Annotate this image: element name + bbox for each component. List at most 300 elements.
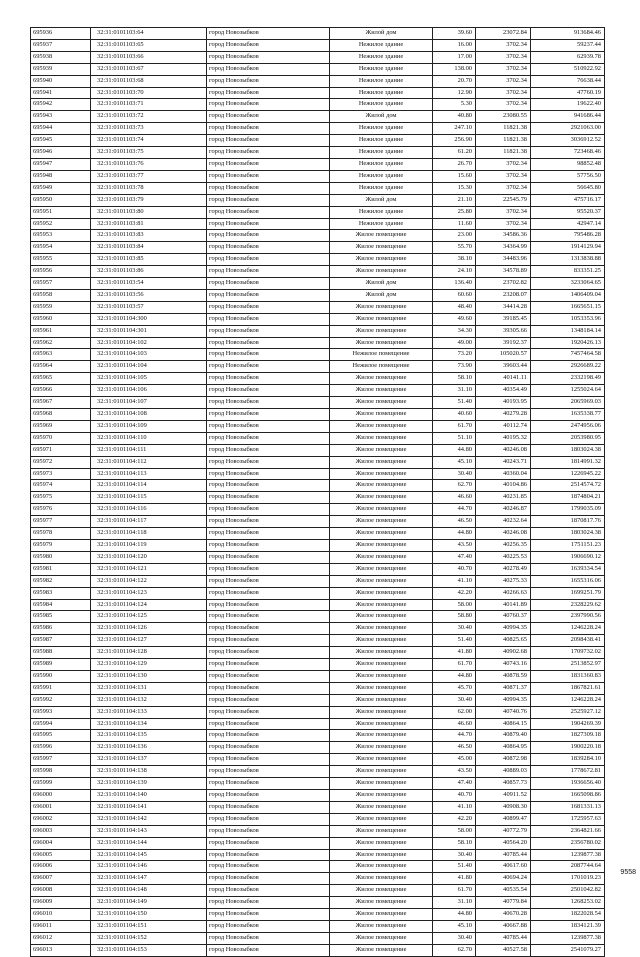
object-type-cell: Жилой дом xyxy=(330,28,433,40)
cadastral-value-cell: 2364821.66 xyxy=(531,825,605,837)
cadastral-number-cell: 32:31:0101104:135 xyxy=(91,730,207,742)
area-cell: 24.10 xyxy=(433,266,476,278)
unit-value-cell: 34578.89 xyxy=(476,266,531,278)
unit-value-cell: 40256.35 xyxy=(476,539,531,551)
area-cell: 256.90 xyxy=(433,135,476,147)
unit-value-cell: 40779.84 xyxy=(476,897,531,909)
cadastral-number-cell: 32:31:0101104:113 xyxy=(91,468,207,480)
area-cell: 31.10 xyxy=(433,897,476,909)
cadastral-number-cell: 32:31:0101104:103 xyxy=(91,349,207,361)
unit-value-cell: 11821.38 xyxy=(476,123,531,135)
cadastral-number-cell: 32:31:0101104:150 xyxy=(91,909,207,921)
locality-cell: город Новозыбков xyxy=(207,456,330,468)
table-row xyxy=(31,444,605,456)
cadastral-number-cell: 32:31:0101104:116 xyxy=(91,504,207,516)
table-row xyxy=(31,575,605,587)
row-number-cell: 695966 xyxy=(31,385,91,397)
cadastral-value-cell: 1751151.23 xyxy=(531,539,605,551)
area-cell: 43.50 xyxy=(433,539,476,551)
cadastral-number-cell: 32:31:0101104:151 xyxy=(91,920,207,932)
table-row xyxy=(31,504,605,516)
table-row xyxy=(31,218,605,230)
cadastral-number-cell: 32:31:0101104:118 xyxy=(91,528,207,540)
table-row xyxy=(31,111,605,123)
unit-value-cell: 34483.96 xyxy=(476,254,531,266)
object-type-cell: Жилое помещение xyxy=(330,575,433,587)
table-row xyxy=(31,385,605,397)
locality-cell: город Новозыбков xyxy=(207,670,330,682)
area-cell: 40.80 xyxy=(433,111,476,123)
object-type-cell: Жилое помещение xyxy=(330,801,433,813)
area-cell: 49.60 xyxy=(433,313,476,325)
area-cell: 43.50 xyxy=(433,766,476,778)
area-cell: 136.40 xyxy=(433,278,476,290)
locality-cell: город Новозыбков xyxy=(207,206,330,218)
cadastral-value-cell: 2098438.41 xyxy=(531,635,605,647)
unit-value-cell: 40231.85 xyxy=(476,492,531,504)
unit-value-cell: 3702.34 xyxy=(476,218,531,230)
cadastral-number-cell: 32:31:0101104:119 xyxy=(91,539,207,551)
locality-cell: город Новозыбков xyxy=(207,790,330,802)
row-number-cell: 695988 xyxy=(31,647,91,659)
row-number-cell: 695974 xyxy=(31,480,91,492)
cadastral-value-cell: 7457464.58 xyxy=(531,349,605,361)
cadastral-number-cell: 32:31:0101104:143 xyxy=(91,825,207,837)
unit-value-cell: 23072.84 xyxy=(476,28,531,40)
object-type-cell: Нежилое помещение xyxy=(330,349,433,361)
table-row xyxy=(31,325,605,337)
area-cell: 30.40 xyxy=(433,623,476,635)
cadastral-number-cell: 32:31:0101104:138 xyxy=(91,766,207,778)
object-type-cell: Жилое помещение xyxy=(330,254,433,266)
locality-cell: город Новозыбков xyxy=(207,194,330,206)
unit-value-cell: 40564.20 xyxy=(476,837,531,849)
object-type-cell: Нежилое здание xyxy=(330,147,433,159)
cadastral-value-cell: 2525927.12 xyxy=(531,706,605,718)
unit-value-cell: 39192.37 xyxy=(476,337,531,349)
locality-cell: город Новозыбков xyxy=(207,575,330,587)
unit-value-cell: 40785.44 xyxy=(476,849,531,861)
cadastral-value-cell: 2541079.27 xyxy=(531,944,605,956)
table-row xyxy=(31,635,605,647)
row-number-cell: 695964 xyxy=(31,361,91,373)
object-type-cell: Жилое помещение xyxy=(330,492,433,504)
cadastral-value-cell: 2921063.00 xyxy=(531,123,605,135)
locality-cell: город Новозыбков xyxy=(207,659,330,671)
row-number-cell: 695979 xyxy=(31,539,91,551)
cadastral-number-cell: 32:31:0101104:134 xyxy=(91,718,207,730)
locality-cell: город Новозыбков xyxy=(207,158,330,170)
cadastral-number-cell: 32:31:0101104:126 xyxy=(91,623,207,635)
cadastral-value-cell: 723468.46 xyxy=(531,147,605,159)
area-cell: 46.50 xyxy=(433,742,476,754)
cadastral-number-cell: 32:31:0101104:115 xyxy=(91,492,207,504)
row-number-cell: 695995 xyxy=(31,730,91,742)
cadastral-value-cell: 1904269.39 xyxy=(531,718,605,730)
cadastral-number-cell: 32:31:0101103:67 xyxy=(91,63,207,75)
table-row xyxy=(31,849,605,861)
cadastral-number-cell: 32:31:0101104:146 xyxy=(91,861,207,873)
object-type-cell: Жилое помещение xyxy=(330,873,433,885)
locality-cell: город Новозыбков xyxy=(207,266,330,278)
table-row xyxy=(31,670,605,682)
cadastral-number-cell: 32:31:0101103:85 xyxy=(91,254,207,266)
table-row xyxy=(31,528,605,540)
row-number-cell: 695972 xyxy=(31,456,91,468)
unit-value-cell: 40994.35 xyxy=(476,623,531,635)
unit-value-cell: 40889.03 xyxy=(476,766,531,778)
cadastral-value-cell: 1635338.77 xyxy=(531,409,605,421)
row-number-cell: 696003 xyxy=(31,825,91,837)
locality-cell: город Новозыбков xyxy=(207,468,330,480)
area-cell: 58.80 xyxy=(433,611,476,623)
cadastral-number-cell: 32:31:0101104:102 xyxy=(91,337,207,349)
object-type-cell: Жилой дом xyxy=(330,194,433,206)
locality-cell: город Новозыбков xyxy=(207,289,330,301)
locality-cell: город Новозыбков xyxy=(207,51,330,63)
area-cell: 15.60 xyxy=(433,170,476,182)
unit-value-cell: 40740.76 xyxy=(476,706,531,718)
locality-cell: город Новозыбков xyxy=(207,611,330,623)
object-type-cell: Жилое помещение xyxy=(330,861,433,873)
unit-value-cell: 3702.34 xyxy=(476,158,531,170)
unit-value-cell: 40899.47 xyxy=(476,813,531,825)
object-type-cell: Жилое помещение xyxy=(330,623,433,635)
table-row xyxy=(31,420,605,432)
area-cell: 73.20 xyxy=(433,349,476,361)
unit-value-cell: 40141.89 xyxy=(476,599,531,611)
unit-value-cell: 3702.34 xyxy=(476,87,531,99)
area-cell: 48.40 xyxy=(433,301,476,313)
row-number-cell: 696012 xyxy=(31,932,91,944)
cadastral-value-table xyxy=(30,27,605,957)
area-cell: 46.60 xyxy=(433,718,476,730)
object-type-cell: Жилое помещение xyxy=(330,313,433,325)
unit-value-cell: 40772.79 xyxy=(476,825,531,837)
table-row xyxy=(31,754,605,766)
row-number-cell: 695944 xyxy=(31,123,91,135)
object-type-cell: Жилое помещение xyxy=(330,373,433,385)
object-type-cell: Жилое помещение xyxy=(330,909,433,921)
locality-cell: город Новозыбков xyxy=(207,706,330,718)
unit-value-cell: 23702.82 xyxy=(476,278,531,290)
table-row xyxy=(31,194,605,206)
object-type-cell: Жилое помещение xyxy=(330,468,433,480)
locality-cell: город Новозыбков xyxy=(207,801,330,813)
object-type-cell: Жилое помещение xyxy=(330,337,433,349)
area-cell: 44.70 xyxy=(433,504,476,516)
object-type-cell: Жилое помещение xyxy=(330,242,433,254)
row-number-cell: 696002 xyxy=(31,813,91,825)
area-cell: 62.70 xyxy=(433,944,476,956)
unit-value-cell: 40760.37 xyxy=(476,611,531,623)
table-row xyxy=(31,361,605,373)
cadastral-value-cell: 1839284.10 xyxy=(531,754,605,766)
cadastral-value-cell: 2513852.97 xyxy=(531,659,605,671)
area-cell: 73.90 xyxy=(433,361,476,373)
cadastral-number-cell: 32:31:0101103:65 xyxy=(91,39,207,51)
table-row xyxy=(31,254,605,266)
data-table-container xyxy=(30,27,604,957)
cadastral-number-cell: 32:31:0101104:114 xyxy=(91,480,207,492)
object-type-cell: Нежилое здание xyxy=(330,170,433,182)
object-type-cell: Нежилое здание xyxy=(330,87,433,99)
object-type-cell: Жилое помещение xyxy=(330,266,433,278)
cadastral-number-cell: 32:31:0101104:131 xyxy=(91,682,207,694)
unit-value-cell: 11821.38 xyxy=(476,147,531,159)
locality-cell: город Новозыбков xyxy=(207,135,330,147)
locality-cell: город Новозыбков xyxy=(207,647,330,659)
cadastral-number-cell: 32:31:0101104:110 xyxy=(91,432,207,444)
area-cell: 44.80 xyxy=(433,528,476,540)
row-number-cell: 695957 xyxy=(31,278,91,290)
table-row xyxy=(31,301,605,313)
cadastral-number-cell: 32:31:0101104:129 xyxy=(91,659,207,671)
object-type-cell: Жилое помещение xyxy=(330,456,433,468)
area-cell: 26.70 xyxy=(433,158,476,170)
row-number-cell: 696004 xyxy=(31,837,91,849)
row-number-cell: 695991 xyxy=(31,682,91,694)
locality-cell: город Новозыбков xyxy=(207,397,330,409)
cadastral-value-cell: 1239877.38 xyxy=(531,849,605,861)
cadastral-value-cell: 1778672.81 xyxy=(531,766,605,778)
row-number-cell: 696000 xyxy=(31,790,91,802)
cadastral-number-cell: 32:31:0101103:84 xyxy=(91,242,207,254)
unit-value-cell: 11821.38 xyxy=(476,135,531,147)
area-cell: 58.00 xyxy=(433,825,476,837)
row-number-cell: 696007 xyxy=(31,873,91,885)
cadastral-value-cell: 1239877.38 xyxy=(531,932,605,944)
cadastral-number-cell: 32:31:0101103:70 xyxy=(91,87,207,99)
cadastral-number-cell: 32:31:0101103:64 xyxy=(91,28,207,40)
locality-cell: город Новозыбков xyxy=(207,170,330,182)
object-type-cell: Жилое помещение xyxy=(330,647,433,659)
locality-cell: город Новозыбков xyxy=(207,373,330,385)
area-cell: 44.70 xyxy=(433,730,476,742)
row-number-cell: 695942 xyxy=(31,99,91,111)
unit-value-cell: 23208.07 xyxy=(476,289,531,301)
unit-value-cell: 40535.54 xyxy=(476,885,531,897)
locality-cell: город Новозыбков xyxy=(207,849,330,861)
table-row xyxy=(31,718,605,730)
cadastral-value-cell: 59237.44 xyxy=(531,39,605,51)
cadastral-value-cell: 795486.28 xyxy=(531,230,605,242)
locality-cell: город Новозыбков xyxy=(207,885,330,897)
cadastral-value-cell: 1053353.96 xyxy=(531,313,605,325)
object-type-cell: Жилое помещение xyxy=(330,670,433,682)
cadastral-value-cell: 1914129.94 xyxy=(531,242,605,254)
locality-cell: город Новозыбков xyxy=(207,873,330,885)
row-number-cell: 695984 xyxy=(31,599,91,611)
area-cell: 40.70 xyxy=(433,790,476,802)
locality-cell: город Новозыбков xyxy=(207,623,330,635)
unit-value-cell: 40360.04 xyxy=(476,468,531,480)
cadastral-number-cell: 32:31:0101103:68 xyxy=(91,75,207,87)
area-cell: 30.40 xyxy=(433,468,476,480)
table-row xyxy=(31,456,605,468)
object-type-cell: Жилое помещение xyxy=(330,849,433,861)
unit-value-cell: 23080.55 xyxy=(476,111,531,123)
table-row xyxy=(31,480,605,492)
cadastral-value-cell: 1803024.38 xyxy=(531,528,605,540)
table-row xyxy=(31,158,605,170)
unit-value-cell: 39305.66 xyxy=(476,325,531,337)
locality-cell: город Новозыбков xyxy=(207,635,330,647)
table-row xyxy=(31,313,605,325)
unit-value-cell: 40878.59 xyxy=(476,670,531,682)
row-number-cell: 696008 xyxy=(31,885,91,897)
unit-value-cell: 40825.65 xyxy=(476,635,531,647)
unit-value-cell: 3702.34 xyxy=(476,99,531,111)
cadastral-number-cell: 32:31:0101104:152 xyxy=(91,932,207,944)
locality-cell: город Новозыбков xyxy=(207,694,330,706)
cadastral-number-cell: 32:31:0101104:112 xyxy=(91,456,207,468)
cadastral-value-cell: 2397990.56 xyxy=(531,611,605,623)
table-row xyxy=(31,885,605,897)
cadastral-number-cell: 32:31:0101103:74 xyxy=(91,135,207,147)
row-number-cell: 695982 xyxy=(31,575,91,587)
unit-value-cell: 40141.11 xyxy=(476,373,531,385)
area-cell: 138.00 xyxy=(433,63,476,75)
row-number-cell: 695948 xyxy=(31,170,91,182)
cadastral-number-cell: 32:31:0101104:145 xyxy=(91,849,207,861)
row-number-cell: 695951 xyxy=(31,206,91,218)
table-row xyxy=(31,373,605,385)
cadastral-value-cell: 913684.46 xyxy=(531,28,605,40)
cadastral-value-cell: 1246228.24 xyxy=(531,623,605,635)
locality-cell: город Новозыбков xyxy=(207,39,330,51)
locality-cell: город Новозыбков xyxy=(207,551,330,563)
cadastral-number-cell: 32:31:0101103:71 xyxy=(91,99,207,111)
unit-value-cell: 40908.30 xyxy=(476,801,531,813)
area-cell: 16.00 xyxy=(433,39,476,51)
cadastral-number-cell: 32:31:0101104:137 xyxy=(91,754,207,766)
area-cell: 44.80 xyxy=(433,444,476,456)
area-cell: 55.70 xyxy=(433,242,476,254)
row-number-cell: 695949 xyxy=(31,182,91,194)
object-type-cell: Жилое помещение xyxy=(330,932,433,944)
cadastral-number-cell: 32:31:0101104:139 xyxy=(91,778,207,790)
unit-value-cell: 40694.24 xyxy=(476,873,531,885)
cadastral-value-cell: 1226945.22 xyxy=(531,468,605,480)
row-number-cell: 695969 xyxy=(31,420,91,432)
object-type-cell: Нежилое здание xyxy=(330,99,433,111)
table-row xyxy=(31,647,605,659)
cadastral-number-cell: 32:31:0101104:122 xyxy=(91,575,207,587)
locality-cell: город Новозыбков xyxy=(207,28,330,40)
cadastral-number-cell: 32:31:0101103:66 xyxy=(91,51,207,63)
unit-value-cell: 40911.52 xyxy=(476,790,531,802)
object-type-cell: Жилой дом xyxy=(330,278,433,290)
row-number-cell: 695980 xyxy=(31,551,91,563)
object-type-cell: Жилое помещение xyxy=(330,230,433,242)
object-type-cell: Нежилое помещение xyxy=(330,361,433,373)
table-row xyxy=(31,920,605,932)
object-type-cell: Жилое помещение xyxy=(330,397,433,409)
area-cell: 25.80 xyxy=(433,206,476,218)
table-row xyxy=(31,897,605,909)
row-number-cell: 695998 xyxy=(31,766,91,778)
unit-value-cell: 40195.32 xyxy=(476,432,531,444)
area-cell: 49.00 xyxy=(433,337,476,349)
table-row xyxy=(31,587,605,599)
table-row xyxy=(31,147,605,159)
cadastral-value-cell: 2087744.64 xyxy=(531,861,605,873)
area-cell: 20.70 xyxy=(433,75,476,87)
row-number-cell: 695960 xyxy=(31,313,91,325)
area-cell: 51.10 xyxy=(433,432,476,444)
unit-value-cell: 39603.44 xyxy=(476,361,531,373)
row-number-cell: 695959 xyxy=(31,301,91,313)
cadastral-value-cell: 1803024.38 xyxy=(531,444,605,456)
area-cell: 62.00 xyxy=(433,706,476,718)
unit-value-cell: 34586.36 xyxy=(476,230,531,242)
object-type-cell: Нежилое здание xyxy=(330,51,433,63)
locality-cell: город Новозыбков xyxy=(207,147,330,159)
locality-cell: город Новозыбков xyxy=(207,539,330,551)
area-cell: 41.10 xyxy=(433,801,476,813)
table-row xyxy=(31,873,605,885)
cadastral-number-cell: 32:31:0101104:109 xyxy=(91,420,207,432)
locality-cell: город Новозыбков xyxy=(207,242,330,254)
object-type-cell: Нежилое здание xyxy=(330,39,433,51)
cadastral-number-cell: 32:31:0101104:128 xyxy=(91,647,207,659)
object-type-cell: Жилое помещение xyxy=(330,694,433,706)
unit-value-cell: 40279.28 xyxy=(476,409,531,421)
area-cell: 44.80 xyxy=(433,670,476,682)
locality-cell: город Новозыбков xyxy=(207,730,330,742)
cadastral-number-cell: 32:31:0101104:132 xyxy=(91,694,207,706)
object-type-cell: Нежилое здание xyxy=(330,158,433,170)
table-row xyxy=(31,766,605,778)
locality-cell: город Новозыбков xyxy=(207,75,330,87)
locality-cell: город Новозыбков xyxy=(207,861,330,873)
locality-cell: город Новозыбков xyxy=(207,599,330,611)
area-cell: 42.20 xyxy=(433,813,476,825)
table-row xyxy=(31,932,605,944)
object-type-cell: Жилой дом xyxy=(330,111,433,123)
object-type-cell: Жилое помещение xyxy=(330,825,433,837)
locality-cell: город Новозыбков xyxy=(207,409,330,421)
row-number-cell: 695986 xyxy=(31,623,91,635)
cadastral-number-cell: 32:31:0101104:108 xyxy=(91,409,207,421)
object-type-cell: Жилое помещение xyxy=(330,682,433,694)
cadastral-number-cell: 32:31:0101104:300 xyxy=(91,313,207,325)
area-cell: 45.10 xyxy=(433,456,476,468)
area-cell: 31.10 xyxy=(433,385,476,397)
cadastral-value-cell: 3233064.65 xyxy=(531,278,605,290)
cadastral-number-cell: 32:31:0101104:133 xyxy=(91,706,207,718)
cadastral-number-cell: 32:31:0101104:107 xyxy=(91,397,207,409)
locality-cell: город Новозыбков xyxy=(207,920,330,932)
cadastral-number-cell: 32:31:0101104:124 xyxy=(91,599,207,611)
cadastral-value-cell: 1655316.06 xyxy=(531,575,605,587)
area-cell: 23.00 xyxy=(433,230,476,242)
unit-value-cell: 3702.34 xyxy=(476,182,531,194)
table-row xyxy=(31,206,605,218)
row-number-cell: 695985 xyxy=(31,611,91,623)
row-number-cell: 695970 xyxy=(31,432,91,444)
row-number-cell: 695997 xyxy=(31,754,91,766)
cadastral-value-cell: 2474956.06 xyxy=(531,420,605,432)
object-type-cell: Жилое помещение xyxy=(330,659,433,671)
object-type-cell: Нежилое здание xyxy=(330,75,433,87)
cadastral-number-cell: 32:31:0101104:130 xyxy=(91,670,207,682)
row-number-cell: 695947 xyxy=(31,158,91,170)
area-cell: 51.40 xyxy=(433,397,476,409)
object-type-cell: Жилое помещение xyxy=(330,420,433,432)
cadastral-value-cell: 1814991.32 xyxy=(531,456,605,468)
